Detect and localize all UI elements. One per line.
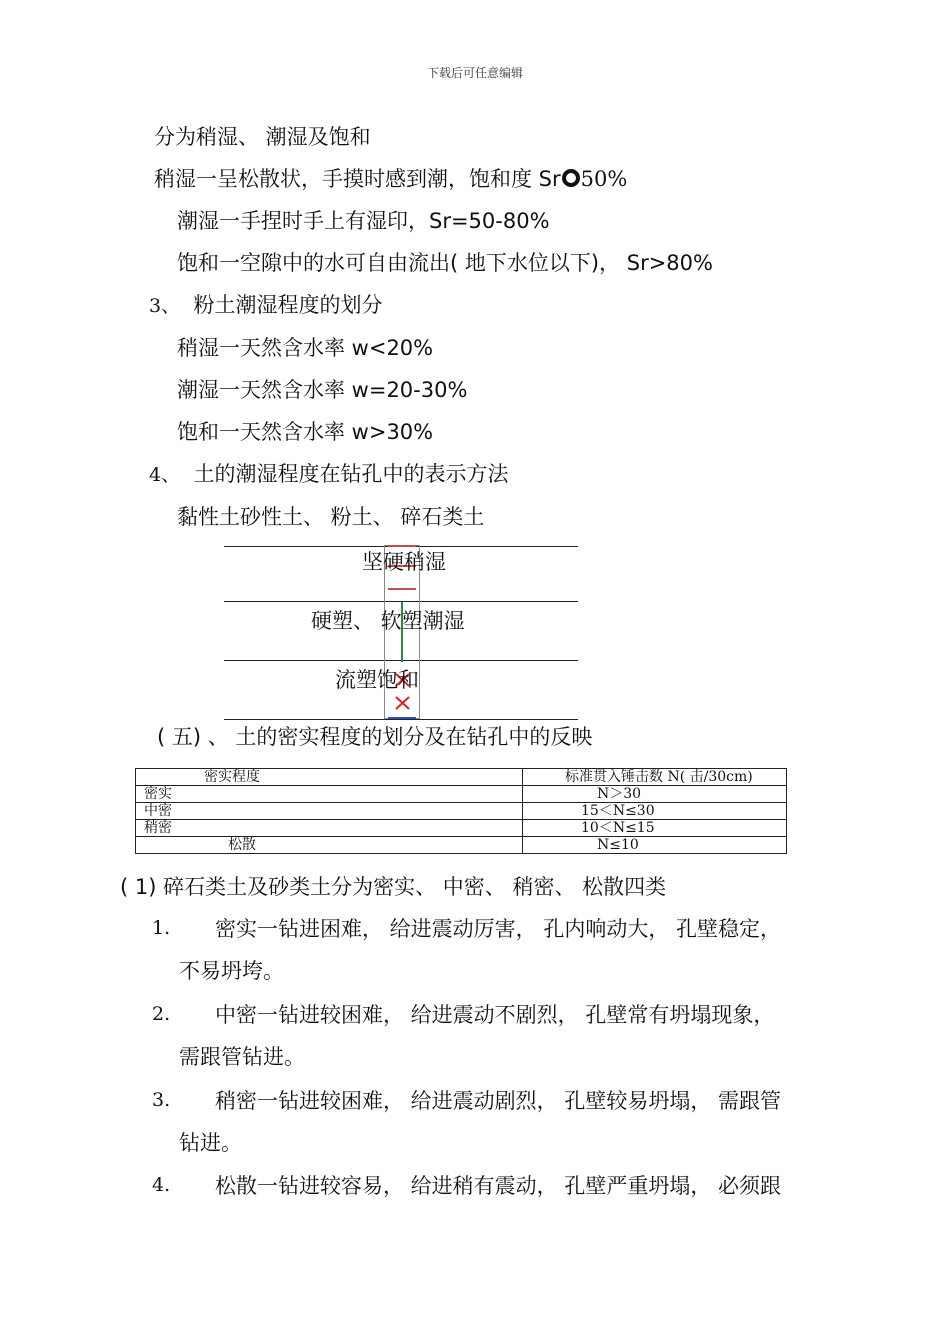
silt-line-3: 饱和一天然含水率 w>30% (177, 420, 434, 444)
moist-line-2-text: 稍湿一呈松散状，手摸时感到潮，饱和度 Sr (154, 167, 561, 191)
gravel-item-3-num: 3. (152, 1089, 171, 1111)
silt-num: 3、 (149, 295, 181, 317)
sec5-heading: ( 五) 、 土的密实程度的划分及在钻孔中的反映 (157, 725, 593, 749)
table-header: 标准贯入锤击数 N( 击/30cm) (523, 769, 787, 786)
gravel-item-4-text: 松散一钻进较容易， 给进稍有震动， 孔壁严重坍塌， 必须跟 (215, 1174, 782, 1198)
sec4-subtitle: 黏性土砂性土、 粉土、 碎石类土 (177, 505, 485, 529)
gravel-item-1-cont: 不易坍垮。 (179, 959, 284, 983)
silt-title: 粉土潮湿程度的划分 (193, 293, 383, 317)
sec4-num: 4、 (149, 464, 181, 486)
silt-heading (149, 292, 382, 319)
diagram-label-2: 硬塑、 软塑潮湿 (311, 609, 465, 633)
gravel-heading: ( 1) 碎石类土及砂类土分为密实、 中密、 稍密、 松散四类 (120, 875, 667, 899)
table-cell: N＞30 (523, 786, 787, 803)
table-row (136, 803, 787, 820)
table-cell: 10＜N≤15 (523, 820, 787, 837)
gravel-item-1-text: 密实一钻进困难， 给进震动厉害， 孔内响动大， 孔壁稳定， (215, 917, 782, 941)
moist-line-1: 分为稍湿、 潮湿及饱和 (154, 125, 371, 149)
gravel-item-2-text: 中密一钻进较困难， 给进震动不剧烈， 孔壁常有坍塌现象， (215, 1003, 775, 1027)
table-cell: 稍密 (136, 820, 523, 837)
gravel-item-1-num: 1. (152, 917, 171, 939)
table-row (136, 837, 787, 854)
table-cell: 松散 (136, 837, 523, 854)
gravel-item-3-text: 稍密一钻进较困难， 给进震动剧烈， 孔壁较易坍塌， 需跟管 (215, 1089, 782, 1113)
moist-line-3: 潮湿一手捏时手上有湿印，Sr=50-80% (177, 209, 550, 233)
table-row (136, 820, 787, 837)
moist-line-4: 饱和一空隙中的水可自由流出( 地下水位以下)， Sr>80% (177, 251, 713, 275)
table-row (136, 786, 787, 803)
moist-line-2 (154, 166, 627, 192)
density-table (135, 768, 787, 854)
bullet-circle-icon (562, 169, 580, 187)
diagram-label-1: 坚硬稍湿 (362, 550, 446, 574)
silt-line-1: 稍湿一天然含水率 w<20% (177, 336, 434, 360)
diagram-label-3: 流塑饱和 (335, 668, 419, 692)
table-cell: 密实 (136, 786, 523, 803)
gravel-item-4-num: 4. (152, 1174, 171, 1196)
table-header-row (136, 769, 787, 786)
table-header: 密实程度 (136, 769, 523, 786)
gravel-item-2-cont: 需跟管钻进。 (179, 1045, 305, 1069)
silt-line-2: 潮湿一天然含水率 w=20-30% (177, 378, 468, 402)
moist-line-2-value: 50% (580, 167, 628, 191)
sec4-heading (149, 461, 508, 488)
table-cell: 15＜N≤30 (523, 803, 787, 820)
sec4-title: 土的潮湿程度在钻孔中的表示方法 (193, 462, 509, 486)
gravel-item-2-num: 2. (152, 1003, 171, 1025)
gravel-item-3-cont: 钻进。 (179, 1131, 242, 1155)
page-header: 下载后可任意编辑 (426, 66, 523, 80)
table-cell: 中密 (136, 803, 523, 820)
table-cell: N≤10 (523, 837, 787, 854)
